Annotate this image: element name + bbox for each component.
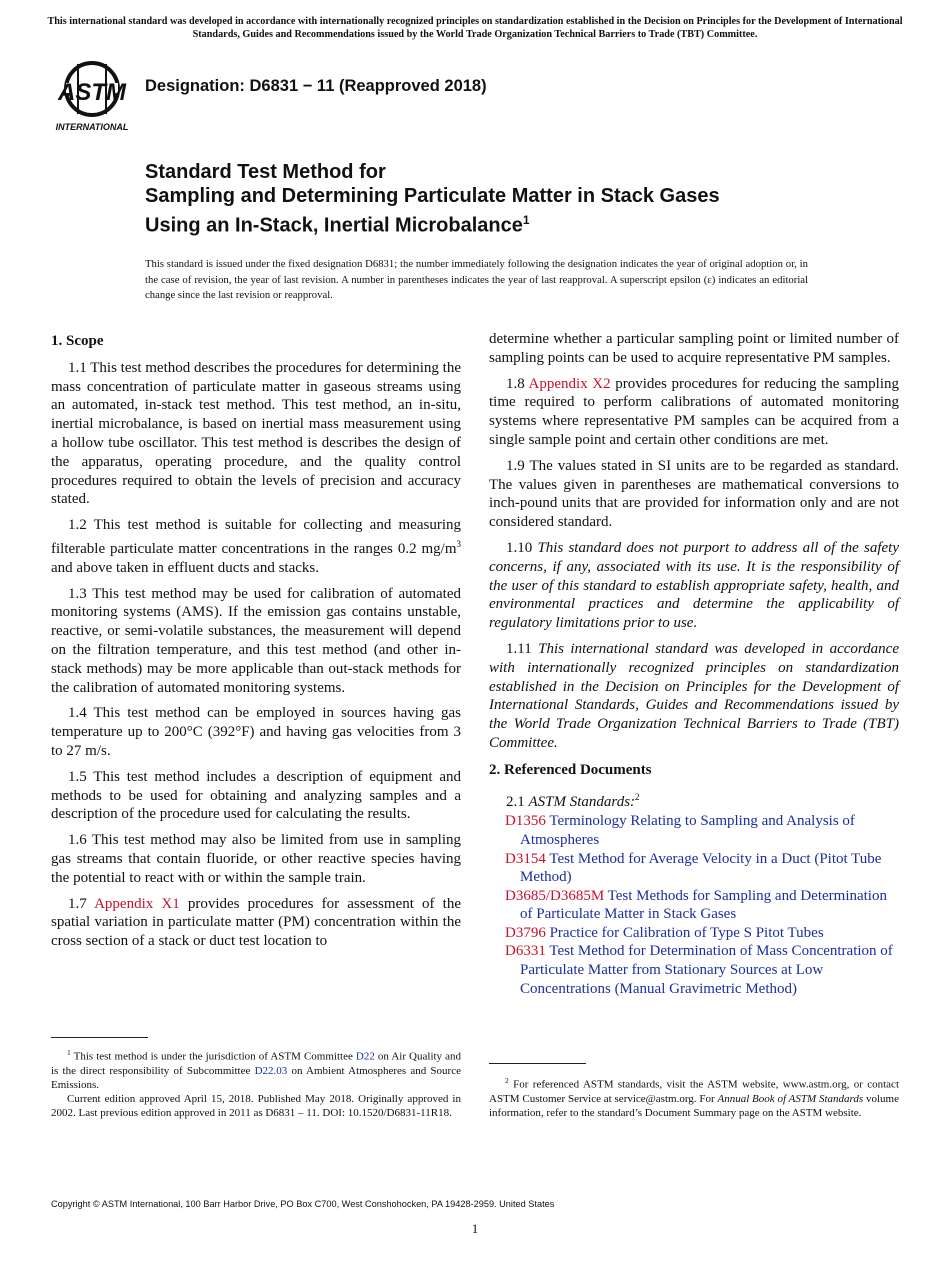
reference-code-link[interactable]: D1356 bbox=[505, 813, 546, 830]
footnote-2-part-a: For referenced ASTM standards, visit the ASTM website, www.astm.org, or contact ASTM Customer Service at service@astm.org. For bbox=[489, 1078, 899, 1105]
footnote-divider-right bbox=[489, 1063, 586, 1064]
para-1-2-text: 1.2 This test method is suitable for collecting and measuring filterable particulate matter concentrations in the ranges 0.2 mg/m bbox=[51, 517, 461, 557]
right-column bbox=[489, 330, 899, 998]
reference-title-link[interactable]: Terminology Relating to Sampling and Analysis of Atmospheres bbox=[520, 813, 855, 848]
footnote-2-italic: Annual Book of ASTM Standards bbox=[717, 1092, 864, 1105]
reference-item bbox=[489, 887, 899, 924]
committee-d22-link[interactable]: D22 bbox=[355, 1050, 375, 1063]
para-1-11-text: This international standard was developed in accordance with internationally recognized principles on standardization established in the Decision on Principles for the Development of International Standards, Guides and Recommendations issued by the World Trade Organization Technical Barriers to Trade (TBT) Committee. bbox=[489, 640, 899, 751]
left-column bbox=[51, 330, 461, 958]
para-1-8-num: 1.8 bbox=[506, 375, 529, 392]
para-1-1: 1.1 This test method describes the procedures for determining the mass concentration of particulate matter in gaseous streams using an automated, in-stack test method. This test method, an in-situ, inertial microbalance, is based on inertial mass measurement using a hollow tube oscillator. This test method is describes the design of the apparatus, operating procedure, and the quality control procedures required to obtain the levels of precision and accuracy stated. bbox=[51, 359, 461, 508]
subsection-2-1-num: 2.1 bbox=[506, 793, 529, 810]
para-1-6: 1.6 This test method may also be limited from use in sampling gas streams that contain fluoride, or other reactive species having the potential to react with or within the sample train. bbox=[51, 832, 461, 886]
title-line-1: Standard Test Method for bbox=[145, 161, 386, 183]
reference-title-link[interactable]: Test Methods for Sampling and Determination of Particulate Matter in Stack Gases bbox=[520, 887, 887, 923]
appendix-x1-link[interactable]: Appendix X1 bbox=[94, 895, 180, 912]
footnote-1 bbox=[51, 1046, 461, 1121]
reference-item bbox=[489, 812, 899, 849]
para-1-11 bbox=[489, 640, 899, 753]
para-1-2 bbox=[51, 516, 461, 577]
page-number: 1 bbox=[471, 1221, 479, 1236]
reference-title-link[interactable]: Test Method for Determination of Mass Concentration of Particulate Matter from Stationary Sources at Low Concentrations (Manual Gravimetric Method) bbox=[520, 943, 893, 997]
para-1-10 bbox=[489, 539, 899, 633]
para-1-2-text-end: and above taken in effluent ducts and stacks. bbox=[51, 559, 319, 576]
designation: Designation: D6831 − 11 (Reapproved 2018) bbox=[145, 77, 487, 95]
para-1-7-text: provides procedures for assessment of the spatial variation in particulate matter (PM) concentration within the cross section of a stack or duct test location to bbox=[51, 895, 461, 950]
para-1-9: 1.9 The values stated in SI units are to be regarded as standard. The values given in parentheses are mathematical conversions to inch-pound units that are provided for information only and are not considered standard. bbox=[489, 457, 899, 531]
para-1-10-text: This standard does not purport to address all of the safety concerns, if any, associated with its use. It is the responsibility of the user of this standard to establish appropriate safety, health, and environmental practices and determine the applicability of regulatory limitations prior to use. bbox=[489, 539, 900, 632]
svg-text:ASTM: ASTM bbox=[58, 79, 126, 106]
reference-item bbox=[489, 850, 899, 887]
reference-code-link[interactable]: D3685/D3685M bbox=[505, 887, 605, 904]
issued-note: This standard is issued under the fixed designation D6831; the number immediately following the designation indicates the year of original adoption or, in the case of revision, the year of last revision. A number in parentheses indicates the year of last reapproval. A superscript epsilon (ε) indicates an editorial change since the last revision or reapproval. bbox=[145, 258, 808, 301]
subcommittee-d22-03-link[interactable]: D22.03 bbox=[254, 1064, 288, 1077]
title-line-3-text: Using an In-Stack, Inertial Microbalance bbox=[145, 214, 523, 237]
copyright: Copyright © ASTM International, 100 Barr Harbor Drive, PO Box C700, West Conshohocken, PA 19428-2959. United States bbox=[51, 1199, 555, 1209]
para-1-7 bbox=[51, 895, 461, 951]
document-title bbox=[145, 160, 845, 238]
footnote-divider-left bbox=[51, 1037, 148, 1038]
footnote-1-part-a: This test method is under the jurisdiction of ASTM Committee bbox=[70, 1050, 356, 1063]
para-1-8-text: provides procedures for reducing the sampling time required to perform calibrations of automated monitoring systems where representative PM samples can be acquired from a single sample point and certain other conditions are met. bbox=[489, 375, 899, 448]
para-1-3: 1.3 This test method may be used for calibration of automated monitoring systems (AMS). If the emission gas contains unstable, reactive, or semi-volatile substances, the measurement will depend on the filtration temperature, and this test method (and other in-stack methods) may be more applicable than out-stack methods for the calibration of automated monitoring systems. bbox=[51, 585, 461, 696]
footnote-2-part-b: volume information, refer to the standard’s Document Summary page on the ASTM website. bbox=[489, 1092, 899, 1120]
para-1-7-continued: determine whether a particular sampling point or limited number of sampling points can be used to acquire representative PM samples. bbox=[489, 331, 899, 366]
footnote-2-mark[interactable]: 2 bbox=[635, 791, 640, 802]
reference-code-link[interactable]: D6331 bbox=[505, 943, 546, 960]
footnote-1-text bbox=[51, 1046, 461, 1092]
appendix-x2-link[interactable]: Appendix X2 bbox=[528, 375, 611, 392]
reference-title-link[interactable]: Test Method for Average Velocity in a Duct (Pitot Tube Method) bbox=[520, 850, 882, 886]
footnote-1-edition: Current edition approved April 15, 2018. Published May 2018. Originally approved in 2002. Last previous edition approved in 2011 as D6831 – 11. DOI: 10.1520/D6831-11R18. bbox=[51, 1093, 461, 1120]
footnote-1-part-c: on Ambient Atmospheres and Source Emissions. bbox=[51, 1064, 461, 1092]
reference-item bbox=[489, 942, 899, 998]
subsection-2-1-label: ASTM Standards: bbox=[528, 793, 636, 810]
para-1-4: 1.4 This test method can be employed in sources having gas temperature up to 200°C (392°F) and having gas velocities from 3 to 27 m/s. bbox=[51, 705, 461, 759]
astm-standards-label bbox=[506, 788, 899, 812]
footnote-2-sup: 2 bbox=[505, 1076, 509, 1085]
astm-logo-icon bbox=[52, 58, 134, 134]
reference-title-link[interactable]: Practice for Calibration of Type S Pitot Tubes bbox=[549, 924, 824, 941]
section-2-heading: 2. Referenced Documents bbox=[489, 761, 652, 778]
title-footnote-mark[interactable]: 1 bbox=[522, 213, 530, 227]
footnote-2-text bbox=[489, 1074, 899, 1120]
para-1-5: 1.5 This test method includes a description of equipment and methods to be used for obtaining and analyzing samples and a description of the procedure used for calculating the results. bbox=[51, 768, 461, 823]
reference-item bbox=[489, 924, 899, 943]
para-1-8 bbox=[489, 375, 899, 450]
footnote-1-part-b: on Air Quality and is the direct responsibility of Subcommittee bbox=[51, 1050, 461, 1077]
reference-code-link[interactable]: D3154 bbox=[505, 850, 546, 867]
para-1-11-num: 1.11 bbox=[506, 640, 539, 657]
title-line-2: Sampling and Determining Particulate Matter in Stack Gases bbox=[145, 185, 720, 207]
para-1-7-num: 1.7 bbox=[68, 895, 95, 912]
para-1-10-num: 1.10 bbox=[506, 539, 538, 556]
footnote-1-mark: 1 bbox=[67, 1048, 71, 1057]
section-1-heading: 1. Scope bbox=[51, 333, 104, 349]
footnote-2 bbox=[489, 1074, 899, 1120]
para-1-2-sup: 3 bbox=[456, 538, 461, 549]
logo-text: INTERNATIONAL bbox=[55, 122, 129, 132]
reference-code-link[interactable]: D3796 bbox=[505, 924, 546, 941]
title-line-3 bbox=[145, 208, 845, 238]
wto-notice: This international standard was developed in accordance with internationally recognized principles on standardization established in the Decision on Principles for the Development of International Standards, Guides and Recommendations issued by the World Trade Organization Technical Barriers to Trade (TBT) Committee. bbox=[47, 16, 903, 40]
astm-logo bbox=[52, 58, 134, 134]
